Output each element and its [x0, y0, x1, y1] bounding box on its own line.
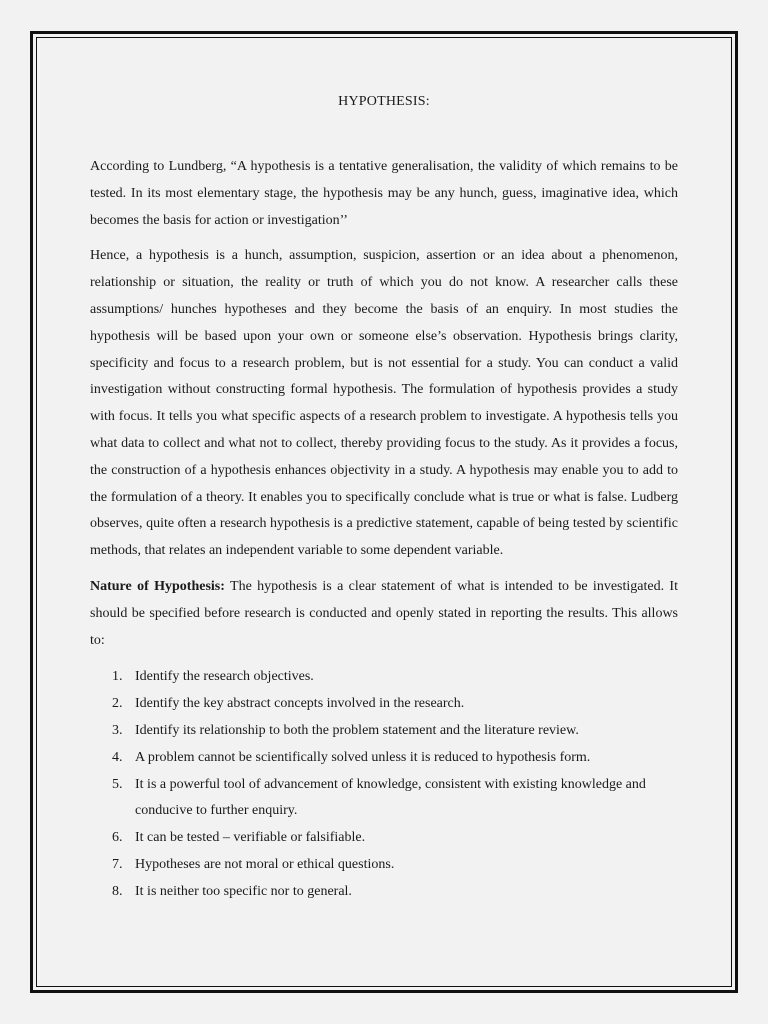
list-item-number: 8. — [112, 883, 123, 899]
list-item — [90, 718, 678, 745]
list-item-text: Identify its relationship to both the problem statement and the literature review. — [135, 722, 579, 738]
list-item — [90, 852, 678, 879]
list-item-text: It can be tested – verifiable or falsifiable. — [135, 830, 366, 846]
paragraph-nature-of-hypothesis — [90, 574, 678, 654]
list-item-number: 4. — [112, 749, 123, 765]
list-item — [90, 772, 678, 826]
list-item-text: Hypotheses are not moral or ethical questions. — [135, 856, 395, 872]
list-item-number: 3. — [112, 722, 123, 738]
list-item — [90, 825, 678, 852]
paragraph-lundberg-quote: According to Lundberg, “A hypothesis is a tentative generalisation, the validity of which remains to be tested. In its most elementary stage, the hypothesis may be any hunch, guess, imaginative idea, which becomes the basis for action or investigation’’ — [90, 159, 678, 228]
document-content — [90, 92, 678, 906]
list-item-number: 1. — [112, 669, 123, 685]
list-item — [90, 879, 678, 906]
nature-list — [90, 664, 678, 905]
page-title: HYPOTHESIS: — [338, 94, 430, 109]
list-item-number: 6. — [112, 830, 123, 846]
list-item-number: 2. — [112, 696, 123, 712]
nature-text: The hypothesis is a clear statement of what is intended to be investigated. It should be specified before research is conducted and openly stated in reporting the results. This allows to: — [90, 578, 678, 648]
paragraph-hypothesis-explanation: Hence, a hypothesis is a hunch, assumption, suspicion, assertion or an idea about a phenomenon, relationship or situation, the reality or truth of which you do not know. A researcher calls these assumptions/ hunches hypotheses and they become the basis of an enquiry. In most studies the hypothesis will be based upon your own or someone else’s observation. Hypothesis brings clarity, specificity and focus to a research problem, but is not essential for a study. You can conduct a valid investigation without constructing formal hypothesis. The formulation of hypothesis provides a study with focus. It tells you what specific aspects of a research problem to investigate. A hypothesis tells you what data to collect and what not to collect, thereby providing focus to the study. As it provides a focus, the construction of a hypothesis enhances objectivity in a study. A hypothesis may enable you to add to the formulation of a theory. It enables you to specifically conclude what is true or what is false. Ludberg observes, quite often a research hypothesis is a predictive statement, capable of being tested by scientific methods, that relates an independent variable to some dependent variable. — [90, 248, 678, 559]
list-item-text: Identify the research objectives. — [135, 669, 314, 685]
list-item-text: A problem cannot be scientifically solved unless it is reduced to hypothesis form. — [135, 749, 591, 765]
list-item-text: It is a powerful tool of advancement of knowledge, consistent with existing knowledge and conducive to further enquiry. — [135, 776, 646, 819]
list-item-text: Identify the key abstract concepts involved in the research. — [135, 696, 465, 712]
list-item-number: 7. — [112, 856, 123, 872]
list-item — [90, 745, 678, 772]
list-item-text: It is neither too specific nor to general. — [135, 883, 352, 899]
list-item-number: 5. — [112, 776, 123, 792]
list-item — [90, 664, 678, 691]
nature-heading: Nature of Hypothesis: — [90, 578, 225, 594]
list-item — [90, 691, 678, 718]
